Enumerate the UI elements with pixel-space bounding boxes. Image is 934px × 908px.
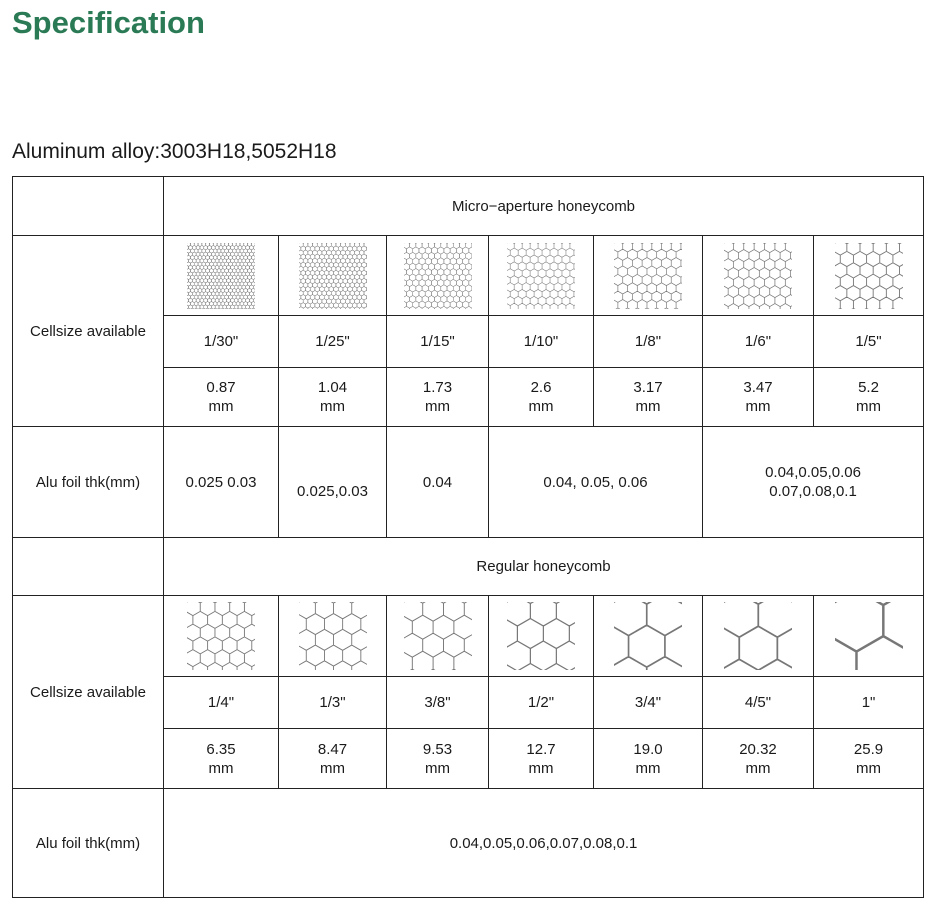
micro-foil-value: 0.04,0.05,0.06 0.07,0.08,0.1	[703, 427, 924, 538]
regular-cell-inch: 3/8"	[387, 677, 489, 729]
regular-cell-image	[387, 596, 489, 677]
honeycomb-pattern-icon	[404, 243, 472, 309]
regular-cell-inch: 1/2"	[489, 677, 594, 729]
micro-cell-image	[703, 236, 814, 316]
regular-cell-inch: 3/4"	[594, 677, 703, 729]
micro-cell-inch: 1/25"	[279, 316, 387, 368]
honeycomb-pattern-icon	[187, 602, 255, 670]
regular-section-header: Regular honeycomb	[164, 538, 924, 596]
regular-cell-inch: 4/5"	[703, 677, 814, 729]
honeycomb-pattern-icon	[404, 602, 472, 670]
micro-header-row	[13, 177, 924, 236]
micro-foil-value: 0.04	[387, 427, 489, 538]
alloy-subtitle: Aluminum alloy:3003H18,5052H18	[12, 140, 337, 163]
micro-cell-mm: 3.47 mm	[703, 368, 814, 427]
regular-cell-image	[703, 596, 814, 677]
micro-cell-inch: 1/8"	[594, 316, 703, 368]
honeycomb-pattern-icon	[614, 243, 682, 309]
honeycomb-pattern-icon	[614, 602, 682, 670]
micro-cell-mm: 5.2 mm	[814, 368, 924, 427]
regular-cell-inch: 1/3"	[279, 677, 387, 729]
regular-foil-row	[13, 789, 924, 898]
micro-cell-mm: 1.04 mm	[279, 368, 387, 427]
micro-image-row	[13, 236, 924, 316]
micro-cell-image	[279, 236, 387, 316]
micro-cell-image	[814, 236, 924, 316]
honeycomb-pattern-icon	[299, 243, 367, 309]
micro-foil-row	[13, 427, 924, 538]
regular-cellsize-label: Cellsize available	[13, 596, 164, 789]
honeycomb-pattern-icon	[299, 602, 367, 670]
page-title: Specification	[12, 5, 205, 40]
regular-cell-mm: 25.9 mm	[814, 729, 924, 789]
spec-table	[12, 176, 924, 898]
honeycomb-pattern-icon	[724, 243, 792, 309]
honeycomb-pattern-icon	[507, 243, 575, 309]
regular-cell-mm: 19.0 mm	[594, 729, 703, 789]
regular-cell-mm: 9.53 mm	[387, 729, 489, 789]
micro-section-header: Micro−aperture honeycomb	[164, 177, 924, 236]
honeycomb-pattern-icon	[724, 602, 792, 670]
micro-foil-value: 0.04, 0.05, 0.06	[489, 427, 703, 538]
micro-cell-mm: 3.17 mm	[594, 368, 703, 427]
micro-cell-mm: 0.87 mm	[164, 368, 279, 427]
empty-corner-cell	[13, 538, 164, 596]
micro-cell-inch: 1/30"	[164, 316, 279, 368]
micro-cell-inch: 1/15"	[387, 316, 489, 368]
regular-image-row	[13, 596, 924, 677]
micro-foil-value: 0.025,0.03	[279, 427, 387, 538]
micro-cellsize-label: Cellsize available	[13, 236, 164, 427]
empty-corner-cell	[13, 177, 164, 236]
regular-cell-mm: 8.47 mm	[279, 729, 387, 789]
micro-cell-image	[164, 236, 279, 316]
regular-cell-image	[489, 596, 594, 677]
regular-cell-mm: 6.35 mm	[164, 729, 279, 789]
micro-cell-inch: 1/10"	[489, 316, 594, 368]
regular-foil-value: 0.04,0.05,0.06,0.07,0.08,0.1	[164, 789, 924, 898]
micro-foil-label: Alu foil thk(mm)	[13, 427, 164, 538]
micro-cell-image	[387, 236, 489, 316]
honeycomb-pattern-icon	[507, 602, 575, 670]
honeycomb-pattern-icon	[835, 602, 903, 670]
micro-cell-image	[489, 236, 594, 316]
regular-cell-image	[594, 596, 703, 677]
micro-cell-mm: 1.73 mm	[387, 368, 489, 427]
honeycomb-pattern-icon	[835, 243, 903, 309]
regular-cell-inch: 1/4"	[164, 677, 279, 729]
micro-cell-mm: 2.6 mm	[489, 368, 594, 427]
regular-cell-image	[164, 596, 279, 677]
regular-cell-inch: 1"	[814, 677, 924, 729]
regular-cell-image	[279, 596, 387, 677]
regular-foil-label: Alu foil thk(mm)	[13, 789, 164, 898]
micro-cell-inch: 1/5"	[814, 316, 924, 368]
regular-cell-mm: 12.7 mm	[489, 729, 594, 789]
regular-cell-mm: 20.32 mm	[703, 729, 814, 789]
honeycomb-pattern-icon	[187, 243, 255, 309]
regular-cell-image	[814, 596, 924, 677]
micro-cell-image	[594, 236, 703, 316]
micro-cell-inch: 1/6"	[703, 316, 814, 368]
micro-foil-value: 0.025 0.03	[164, 427, 279, 538]
regular-header-row	[13, 538, 924, 596]
